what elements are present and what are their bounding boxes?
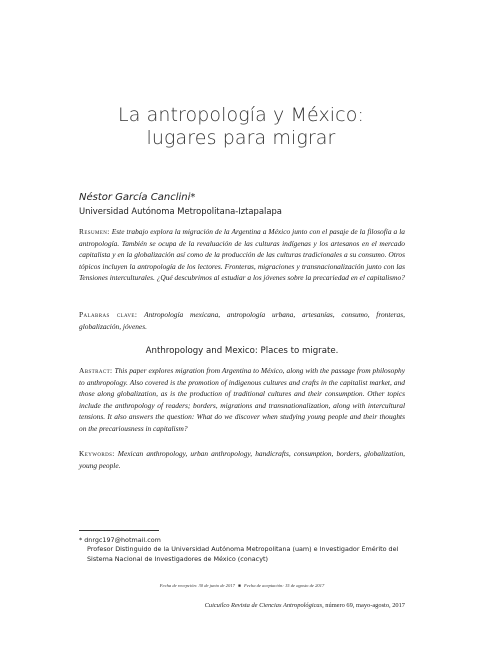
keywords-label: Keywords:: [79, 449, 115, 458]
journal-name: Cuicuilco Revista de Ciencias Antropológicas: [204, 602, 323, 609]
palabras-clave-paragraph: [79, 309, 405, 332]
abstract-text: This paper explores migration from Argentina to México, along with the passage from philosophy to anthropology. Also covered is the promotion of indigenous cultures and crafts in the capitalist market, and those along globalization, as is the production of traditional cultures and their consumption. Other topics include the anthropology of readers; borders, migrations and transnationalization, along with intercultural tensions. It also answers the question: What do we discover when studying young people and their thoughts on the precariousness in capitalism?: [79, 366, 405, 433]
footnote-affiliation-note: Profesor Distinguido de la Universidad Autónoma Metropolitana (uam) e Investigador Emérito del Sistema Nacional de Investigadores de México (conacyt): [87, 545, 399, 563]
english-title: Anthropology and Mexico: Places to migrate.: [145, 346, 339, 356]
resumen-text: Este trabajo explora la migración de la Argentina a México junto con el pasaje de la filosofía a la antropología. También se ocupa de la revaluación de las culturas indígenas y los artesanos en el mercado capitalista y en la globalización así como de la producción de las culturas tradicionales a su consumo. Otros tópicos incluyen la antropología de los lectores. Fronteras, migraciones y transnacionalización junto con las Tensiones interculturales. ¿Qué descubrimos al estudiar a los jóvenes sobre la precariedad en el capitalismo?: [79, 227, 405, 283]
submission-dates: [79, 583, 405, 588]
footnote-email[interactable]: * dnrgc197@hotmail.com: [79, 536, 161, 544]
abstract-label: Abstract:: [79, 366, 113, 375]
palabras-clave-label: Palabras clave:: [79, 310, 138, 319]
journal-issue: , número 69, mayo-agosto, 2017: [322, 602, 405, 609]
footnote-divider: [79, 530, 159, 531]
article-title-line-2: lugares para migrar: [146, 127, 336, 149]
keywords-text: Mexican anthropology, urban anthropology, handicrafts, consumption, borders, globalization, young people.: [79, 449, 405, 470]
author-name: Néstor García Canclini*: [79, 192, 196, 203]
article-title: [60, 104, 422, 150]
resumen-paragraph: [79, 226, 405, 284]
article-title-line-1: La antropología y México:: [118, 104, 364, 126]
received-date: Fecha de recepción: 30 de junio de 2017: [159, 583, 235, 588]
abstract-paragraph: [79, 365, 405, 435]
resumen-label: Resumen:: [79, 227, 110, 236]
keywords-paragraph: [79, 448, 405, 471]
palabras-clave-text: Antropología mexicana, antropología urbana, artesanías, consumo, fronteras, globalización, jóvenes.: [79, 310, 405, 331]
author-affiliation: Universidad Autónoma Metropolitana-Iztapalapa: [79, 206, 282, 216]
accepted-date: Fecha de aceptación: 15 de agosto de 2017: [244, 583, 325, 588]
date-separator-icon: ■: [238, 583, 241, 588]
journal-footer: [205, 602, 405, 609]
